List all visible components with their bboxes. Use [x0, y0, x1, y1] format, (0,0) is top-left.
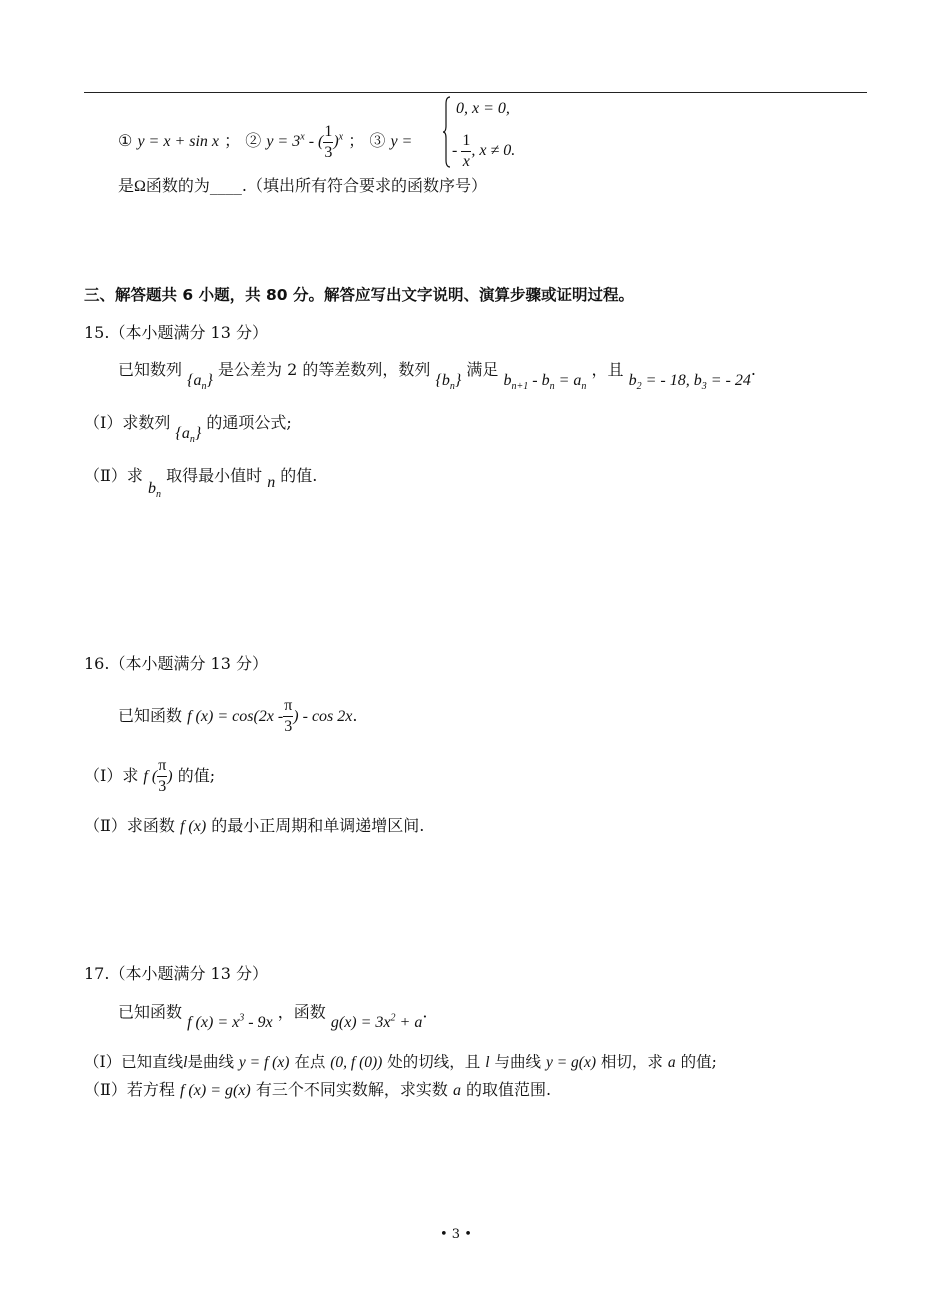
q15-part2: （Ⅱ）求 $b_n$ 取得最小值时 n 的值.	[84, 466, 318, 501]
q16-part2: （Ⅱ）求函数 f (x) 的最小正周期和单调递增区间.	[84, 816, 425, 835]
q17-header: 17.（本小题满分 13 分）	[84, 964, 268, 983]
q14-answer-line: 是Ω函数的为____.（填出所有符合要求的函数序号）	[118, 176, 487, 195]
q14-items-line	[118, 124, 412, 161]
separator: ；	[224, 131, 241, 151]
item1-expression: y = x + sin x	[137, 133, 220, 151]
item2-marker: ②	[245, 131, 262, 151]
piecewise-case1: 0, x = 0,	[456, 100, 510, 117]
recurrence: $b_{n+1} - b_n = a_n$	[503, 372, 587, 393]
f-definition: f $(x) = x^3 - 9x$	[187, 1013, 273, 1032]
q16-statement: 已知函数 f (x) = cos(2x - $\frac{\pi}{3}$ ) - cos 2x.	[118, 697, 358, 735]
piecewise-brace	[443, 96, 451, 168]
item3-lhs: y =	[390, 133, 413, 151]
fraction-pi-over-3: $\frac{\pi}{3}$	[284, 697, 293, 735]
seq-a: $\{a_n\}$	[187, 372, 213, 393]
q16-header: 16.（本小题满分 13 分）	[84, 654, 268, 673]
seq-b: $\{b_n\}$	[435, 372, 462, 393]
q15-statement: 已知数列 $\{a_n\}$ 是公差为 2 的等差数列，数列 $\{b_n\}$ 满足 $b_{n+1} - b_n = a_n$ ，且 $b_2$ = - 18, $b_3$ = - 24.	[118, 360, 756, 393]
q15-part1: （Ⅰ）求数列 $\{a_n\}$ 的通项公式;	[84, 413, 292, 446]
seq-a-ref: $\{a_n\}$	[175, 425, 202, 446]
b-n-ref: $b_n$	[147, 480, 161, 501]
g-definition: $g(x) = 3x^2 + a$	[330, 1013, 423, 1032]
q17-statement: 已知函数 f $(x) = x^3 - 9x$ ，函数 $g(x) = 3x^2 + a$.	[118, 1002, 428, 1032]
initial-conditions: $b_2$ = - 18, $b_3$ = - 24	[628, 372, 751, 393]
q17-part1: （Ⅰ）已知直线l是曲线 y = f (x) 在点 (0, f (0)) 处的切线，且 l 与曲线 y = g(x) 相切，求 a 的值;	[84, 1053, 717, 1071]
page-number: • 3 •	[440, 1227, 472, 1242]
item1-marker: ①	[118, 131, 133, 151]
piecewise-case2: - $\frac{1}{x}$ , x ≠ 0.	[452, 132, 516, 170]
q17-part2: （Ⅱ）若方程 f (x) = g(x) 有三个不同实数解，求实数 a 的取值范围.	[84, 1080, 552, 1099]
n-variable: n	[267, 474, 276, 491]
separator: ；	[348, 131, 365, 151]
section-3-title: 三、解答题共 6 小题，共 80 分。解答应写出文字说明、演算步骤或证明过程。	[84, 286, 634, 304]
q16-part1: （Ⅰ）求 f ( $\frac{\pi}{3}$ ) 的值;	[84, 757, 216, 795]
fraction-pi-over-3: $\frac{\pi}{3}$	[158, 757, 167, 795]
header-rule	[84, 92, 867, 93]
fraction-one-third: $\frac{1}{3}$	[324, 123, 333, 161]
item2-expression: $y = 3^x$ - ( $\frac{1}{3}$ )$^x$	[266, 123, 344, 161]
fraction-one-over-x: $\frac{1}{x}$	[462, 132, 471, 170]
q15-header: 15.（本小题满分 13 分）	[84, 323, 268, 342]
omega-symbol: Ω	[134, 178, 146, 195]
item3-marker: ③	[369, 131, 386, 151]
